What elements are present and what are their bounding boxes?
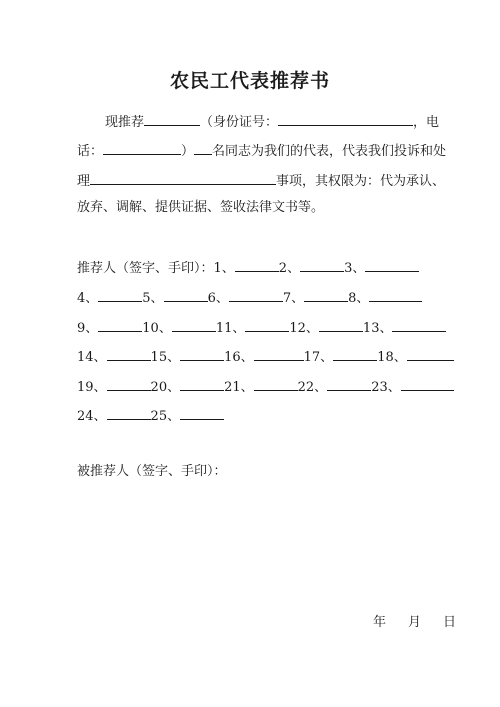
signer-blank[interactable] [107,377,151,391]
signer-number: 18、 [377,350,407,365]
signer-number: 25、 [150,409,181,424]
signers-row-6 [77,406,224,425]
document-title: 农民工代表推荐书 [169,70,330,92]
nominee-signature-line [77,464,227,480]
signer-blank[interactable] [98,288,142,302]
signer-number: 23、 [371,380,401,395]
signer-blank[interactable] [107,347,151,361]
signer-blank[interactable] [319,318,363,332]
signer-blank[interactable] [304,288,348,302]
signer-blank[interactable] [180,406,224,420]
signer-blank[interactable] [365,258,419,272]
signer-blank[interactable] [369,288,422,302]
signer-blank[interactable] [300,258,344,272]
signer-number: 22、 [297,380,328,395]
signer-number: 4、 [77,291,99,306]
signer-blank[interactable] [392,318,446,332]
signer-number: 6、 [207,291,229,306]
paragraph-line-2 [77,141,446,160]
signer-blank[interactable] [407,347,454,361]
signer-blank[interactable] [333,347,377,361]
signer-number: 17、 [303,350,334,365]
signer-blank[interactable] [180,377,224,391]
signers-row-5 [77,377,454,396]
signer-number: 11、 [215,321,246,336]
matter-blank[interactable] [90,171,276,185]
signer-number: 12、 [289,321,319,336]
signer-number: 20、 [150,380,181,395]
signer-number: 14、 [77,350,107,365]
signer-number: 13、 [362,321,393,336]
paragraph-line-4 [77,200,324,216]
phone-label-part2: 话： [77,144,104,159]
signer-blank[interactable] [107,406,151,420]
signers-row-4 [77,347,454,366]
phone-label-part1: ，电 [413,115,440,130]
signer-number: 24、 [77,409,107,424]
signer-number: 15、 [150,350,181,365]
count-blank[interactable] [194,141,212,155]
recommend-text: 现推荐 [105,115,145,130]
signer-blank[interactable] [254,377,298,391]
paragraph-line-1 [105,112,439,131]
signer-blank[interactable] [229,288,283,302]
signer-number: 8、 [348,291,370,306]
signer-blank[interactable] [235,258,279,272]
signer-number: 5、 [142,291,164,306]
signer-blank[interactable] [180,347,224,361]
signer-blank[interactable] [164,288,208,302]
signer-number: 21、 [224,380,254,395]
month-label: 月 [408,615,422,630]
signer-number: 19、 [77,380,107,395]
signer-number: 2、 [278,261,301,276]
year-label: 年 [373,615,387,630]
paragraph-line-3 [77,171,445,190]
date-line [373,611,456,630]
signer-number: 7、 [282,291,305,306]
signer-number: 16、 [224,350,254,365]
signer-blank[interactable] [401,377,454,391]
signer-number: 1、 [213,261,235,276]
nominee-label: 被推荐人（签字、手印）： [77,464,227,479]
signer-blank[interactable] [245,318,289,332]
authority-text-cont: 放弃、调解、提供证据、签收法律文书等。 [77,200,325,215]
day-label: 日 [443,615,457,630]
signer-blank[interactable] [98,318,142,332]
id-number-label: （身份证号： [200,115,279,130]
phone-blank[interactable] [103,141,181,155]
delegation-text: 名同志为我们的代表，代表我们投诉和处 [212,144,447,159]
signers-row-2 [77,288,422,307]
signer-number: 3、 [344,261,366,276]
signer-number: 9、 [77,321,99,336]
id-number-blank[interactable] [278,112,413,126]
signer-blank[interactable] [254,347,304,361]
signers-label: 推荐人（签字、手印）： [77,261,214,276]
close-paren: ） [181,144,195,159]
authority-text: 事项，其权限为：代为承认、 [276,174,446,189]
nominee-name-blank[interactable] [144,112,200,126]
handle-text: 理 [77,174,91,189]
signer-blank[interactable] [172,318,216,332]
signers-row-3 [77,318,446,337]
signer-number: 10、 [142,321,172,336]
signer-blank[interactable] [327,377,371,391]
signers-row-1 [77,258,419,277]
